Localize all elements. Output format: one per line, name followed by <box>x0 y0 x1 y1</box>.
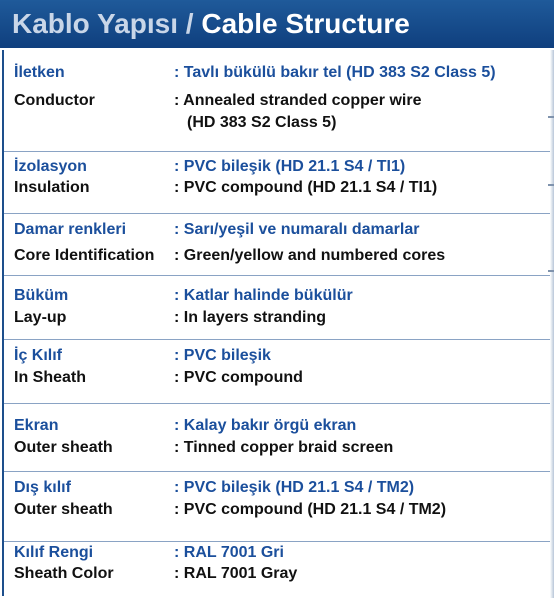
spec-row-sheath-color <box>4 542 550 596</box>
label-tr: Dış kılıf <box>14 479 71 496</box>
page-title <box>0 0 554 48</box>
right-border <box>550 50 554 598</box>
label-tr: Kılıf Rengi <box>14 544 94 561</box>
value-en: : Annealed stranded copper wire <box>174 92 422 109</box>
label-tr: İletken <box>14 64 65 81</box>
title-english: Cable Structure <box>201 8 410 39</box>
label-en: Conductor <box>14 92 95 109</box>
right-tick <box>548 270 554 272</box>
value-tr: : Kalay bakır örgü ekran <box>174 417 357 434</box>
label-en: Core Identification <box>14 247 155 264</box>
value-en: : In layers stranding <box>174 309 327 326</box>
label-en: Lay-up <box>14 309 67 326</box>
label-en: Outer sheath <box>14 501 113 518</box>
spec-table <box>2 50 550 596</box>
value-en: : Green/yellow and numbered cores <box>174 247 446 264</box>
label-tr: Damar renkleri <box>14 221 127 238</box>
label-tr: Ekran <box>14 417 59 434</box>
right-tick <box>548 184 554 186</box>
value-en: : RAL 7001 Gray <box>174 565 298 582</box>
label-tr: Büküm <box>14 287 69 304</box>
spec-row-lay-up <box>4 276 550 340</box>
label-tr: İç Kılıf <box>14 347 63 364</box>
value-tr: : PVC bileşik (HD 21.1 S4 / TI1) <box>174 158 406 175</box>
value-tr: : PVC bileşik (HD 21.1 S4 / TM2) <box>174 479 415 496</box>
value-tr: : Sarı/yeşil ve numaralı damarlar <box>174 221 420 238</box>
value-en-continued: (HD 383 S2 Class 5) <box>187 114 337 131</box>
label-tr: İzolasyon <box>14 158 87 175</box>
value-en: : PVC compound (HD 21.1 S4 / TM2) <box>174 501 447 518</box>
value-tr: : RAL 7001 Gri <box>174 544 284 561</box>
spec-row-conductor <box>4 50 550 152</box>
value-tr: : Tavlı bükülü bakır tel (HD 383 S2 Class 5) <box>174 64 496 81</box>
value-en: : PVC compound <box>174 369 303 386</box>
spec-row-core-identification <box>4 214 550 276</box>
title-turkish: Kablo Yapısı <box>12 8 178 39</box>
spec-row-inner-sheath <box>4 340 550 404</box>
spec-row-screen <box>4 404 550 472</box>
value-en: : PVC compound (HD 21.1 S4 / TI1) <box>174 179 438 196</box>
value-en: : Tinned copper braid screen <box>174 439 394 456</box>
label-en: In Sheath <box>14 369 87 386</box>
spec-row-insulation <box>4 152 550 214</box>
value-tr: : PVC bileşik <box>174 347 271 364</box>
label-en: Sheath Color <box>14 565 114 582</box>
value-tr: : Katlar halinde bükülür <box>174 287 353 304</box>
title-separator: / <box>185 8 194 39</box>
spec-row-outer-sheath <box>4 472 550 542</box>
label-en: Outer sheath <box>14 439 113 456</box>
label-en: Insulation <box>14 179 90 196</box>
right-tick <box>548 116 554 118</box>
